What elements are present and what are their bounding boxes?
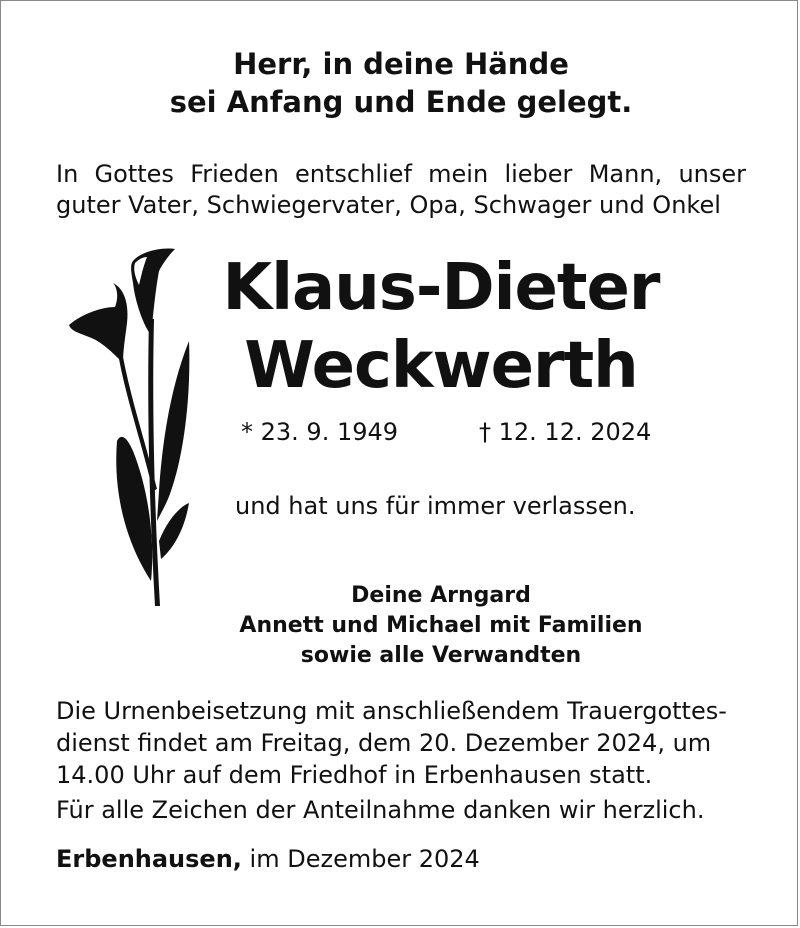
signature-line-2: Annett und Michael mit Familien — [239, 613, 643, 638]
funeral-info-line-2: dienst findet am Freitag, dem 20. Dezember 2024, um — [56, 729, 712, 757]
signature-line-1: Deine Arngard — [351, 583, 531, 608]
deceased-last-name: Weckwerth — [244, 329, 638, 403]
deceased-first-name: Klaus-Dieter — [222, 251, 660, 325]
intro-line-1: In Gottes Frieden entschlief mein lieber Mann, unser — [56, 160, 746, 188]
intro-line-2: guter Vater, Schwiegervater, Opa, Schwager und Onkel — [56, 191, 721, 219]
motto-line-2: sei Anfang und Ende gelegt. — [169, 85, 633, 119]
funeral-info-line-3: 14.00 Uhr auf dem Friedhof in Erbenhausen statt. — [56, 761, 653, 789]
funeral-info-line-1: Die Urnenbeisetzung mit anschließendem Trauergottes- — [56, 697, 727, 725]
motto-line-1: Herr, in deine Hände — [233, 47, 569, 81]
birth-date: * 23. 9. 1949 — [241, 418, 399, 446]
farewell-line: und hat uns für immer verlassen. — [235, 492, 636, 520]
death-date: † 12. 12. 2024 — [479, 418, 652, 446]
closing-date: im Dezember 2024 — [249, 845, 480, 873]
signature-line-3: sowie alle Verwandten — [300, 643, 582, 668]
calla-lily-icon — [63, 241, 203, 611]
thanks-line: Für alle Zeichen der Anteilnahme danken wir herzlich. — [56, 796, 705, 824]
closing-place: Erbenhausen, — [56, 845, 242, 873]
closing-line — [56, 843, 480, 875]
